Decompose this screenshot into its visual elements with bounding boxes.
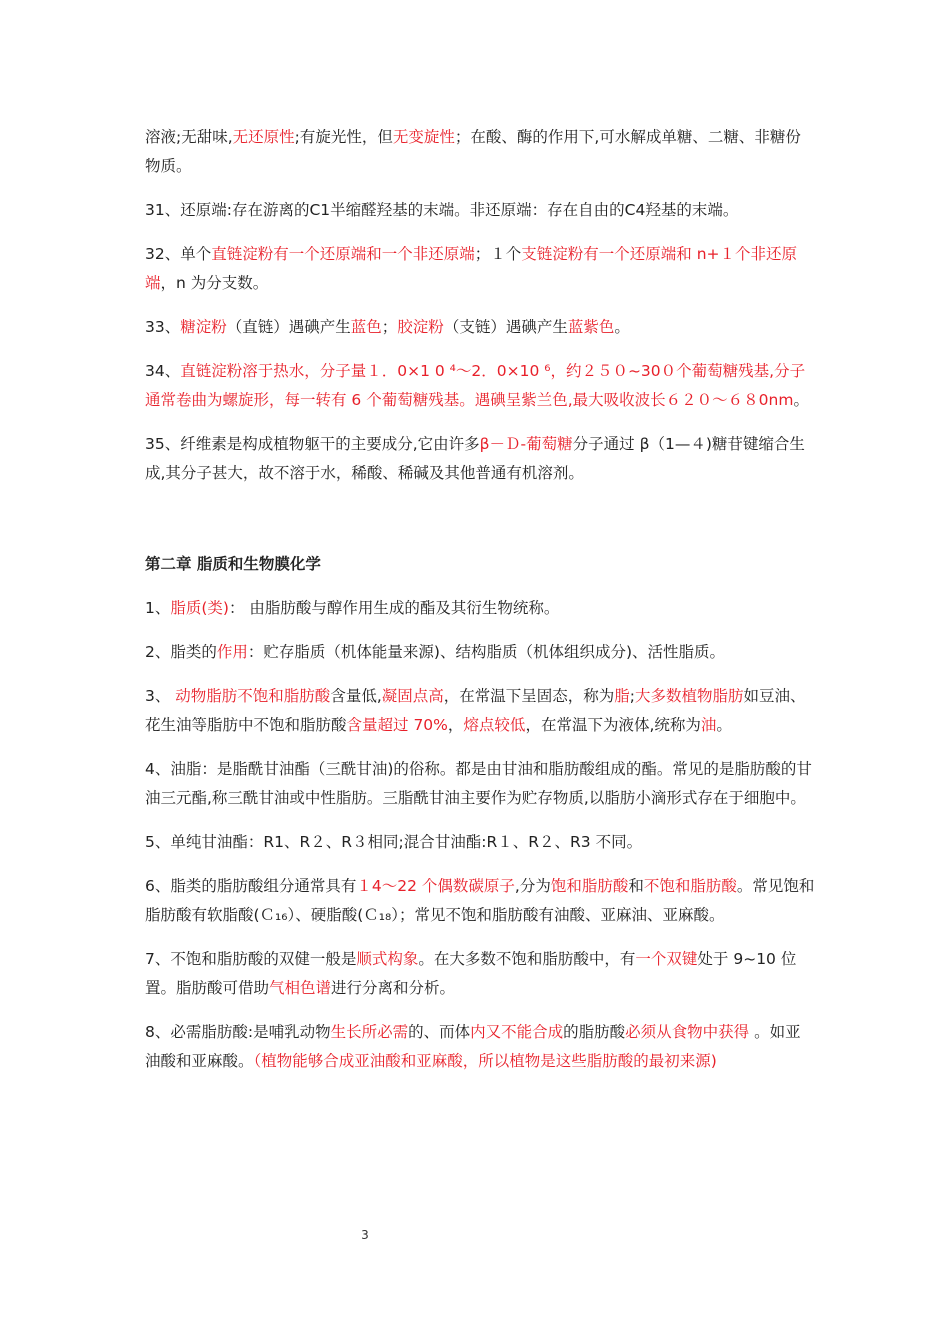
highlighted-text: 凝固点高	[381, 687, 444, 705]
highlighted-text: 动物脂肪不饱和脂肪酸	[175, 687, 331, 705]
text-run: ，n 为分支数。	[160, 274, 269, 292]
text-run: 35、纤维素是构成植物躯干的主要成分,它由许多	[145, 435, 480, 453]
highlighted-text: 直链淀粉有一个还原端和一个非还原端	[211, 245, 475, 263]
text-run: 进行分离和分析。	[331, 979, 456, 997]
text-run: 如豆油、花生油等脂肪中不饱和脂肪酸	[145, 687, 806, 734]
text-run: 1、	[145, 599, 171, 617]
highlighted-text: 顺式构象	[356, 950, 419, 968]
text-run: 31、还原端:存在游离的C1半缩醛羟基的末端。非还原端：存在自由的C4羟基的末端。	[145, 201, 739, 219]
paragraph-c2-1	[145, 594, 815, 623]
paragraph-c2-7	[145, 945, 815, 1003]
text-run: 7、不饱和脂肪酸的双健一般是	[145, 950, 357, 968]
highlighted-text: 支链淀粉有一个还原端和 n+１个非还原端	[145, 245, 798, 292]
highlighted-text: 脂质(类)	[170, 599, 229, 617]
highlighted-text: 不饱和脂肪酸	[643, 877, 737, 895]
text-run: 6、脂类的脂肪酸组分通常具有	[145, 877, 357, 895]
text-run: ；在酸、酶的作用下,可水解成单糖、二糖、非糖份物质。	[145, 128, 801, 175]
paragraph-c2-2	[145, 638, 815, 667]
highlighted-text: 无变旋性	[392, 128, 455, 146]
paragraph-c2-6	[145, 872, 815, 930]
highlighted-text: 内又不能合成	[470, 1023, 564, 1041]
text-run: 。如亚油酸和亚麻酸。	[145, 1023, 801, 1070]
highlighted-text: 一个双键	[635, 950, 698, 968]
highlighted-text: 气相色谱	[269, 979, 332, 997]
highlighted-text: 蓝色	[350, 318, 382, 336]
highlighted-text: 糖淀粉	[180, 318, 227, 336]
highlighted-text: 大多数植物脂肪	[635, 687, 744, 705]
text-run: ： 由脂肪酸与醇作用生成的酯及其衍生物统称。	[228, 599, 560, 617]
paragraph-c2-8	[145, 1018, 815, 1076]
paragraph-p-33	[145, 313, 815, 342]
text-run: （直链）遇碘产生	[226, 318, 351, 336]
text-run: ，在常温下呈固态，称为	[443, 687, 615, 705]
text-run: 3、	[145, 687, 176, 705]
text-run: ;	[629, 687, 636, 705]
text-run: 处于 9~10 位置。脂肪酸可借助	[145, 950, 797, 997]
text-run: ：贮存脂质（机体能量来源)、结构脂质（机体组织成分)、活性脂质。	[247, 643, 725, 661]
text-run: 。常见饱和脂肪酸有软脂酸(Ｃ₁₆）、硬脂酸(Ｃ₁₈）；常见不饱和脂肪酸有油酸、亚麻油、亚麻酸。	[145, 877, 815, 924]
paragraph-p-32	[145, 240, 815, 298]
text-run: 含量低,	[330, 687, 382, 705]
text-run: 溶液;无甜味,	[145, 128, 233, 146]
text-run: 的脂肪酸	[563, 1023, 626, 1041]
text-run: 34、	[145, 362, 181, 380]
text-run: ,分为	[514, 877, 551, 895]
highlighted-text: 蓝紫色	[567, 318, 615, 336]
highlighted-text: 油	[700, 716, 717, 734]
text-run: 8、必需脂肪酸:是哺乳动物	[145, 1023, 331, 1041]
text-run: 。	[716, 716, 732, 734]
paragraph-p-intro	[145, 123, 815, 181]
paragraph-p-31	[145, 196, 815, 225]
text-run: 4、油脂：是脂酰甘油酯（三酰甘油)的俗称。都是由甘油和脂肪酸组成的酯。常见的是脂肪酸的甘油三元酯,称三酰甘油或中性脂肪。三脂酰甘油主要作为贮存物质,以脂肪小滴形式存在于细胞中。	[145, 760, 812, 807]
paragraph-p-34	[145, 357, 815, 415]
text-run: 32、单个	[145, 245, 212, 263]
text-run: 5、单纯甘油酯：R1、R２、R３相同;混合甘油酯:R１、R２、R3 不同。	[145, 833, 643, 851]
text-run: （支链）遇碘产生	[443, 318, 568, 336]
text-run: 。	[793, 391, 809, 409]
text-run: ；１个	[474, 245, 522, 263]
paragraph-c2-5	[145, 828, 815, 857]
highlighted-text: 生长所必需	[330, 1023, 409, 1041]
chapter-heading	[145, 550, 815, 579]
highlighted-text: 熔点较低	[463, 716, 526, 734]
paragraph-p-35	[145, 430, 815, 488]
highlighted-text: β－Ｄ-葡萄糖	[479, 435, 573, 453]
text-run: ;有旋光性，但	[294, 128, 393, 146]
text-run: 和	[628, 877, 644, 895]
text-run: ，在常温下为液体,统称为	[525, 716, 701, 734]
text-run: 分子通过 β（1—４)糖苷键缩合生成,其分子甚大，故不溶于水，稀酸、稀碱及其他普通有机溶剂。	[145, 435, 805, 482]
highlighted-text: 含量超过 70%	[346, 716, 448, 734]
highlighted-text: １4～22 个偶数碳原子	[356, 877, 515, 895]
page-number: 3	[361, 1228, 369, 1242]
highlighted-text: 胶淀粉	[397, 318, 444, 336]
text-run: ；	[381, 318, 398, 336]
paragraph-c2-3	[145, 682, 815, 740]
highlighted-text: 直链淀粉溶于热水，分子量１．0×1 0 ⁴～2．0×10 ⁶，约２５０~30０个葡萄糖残基,分子通常卷曲为螺旋形，每一转有 6 个葡萄糖残基。遇碘呈紫兰色,最大吸收波长６２０～６８0nm	[145, 362, 806, 409]
text-run: 33、	[145, 318, 181, 336]
highlighted-text: 饱和脂肪酸	[550, 877, 629, 895]
paragraph-c2-4	[145, 755, 815, 813]
page-content	[145, 123, 815, 1091]
highlighted-text: 必须从食物中获得	[625, 1023, 750, 1041]
text-run: 2、脂类的	[145, 643, 217, 661]
highlighted-text: 脂	[614, 687, 630, 705]
text-run: 。	[614, 318, 630, 336]
text-run: ，	[447, 716, 464, 734]
text-run: 的、而体	[408, 1023, 471, 1041]
highlighted-text: 无还原性	[232, 128, 295, 146]
highlighted-text: （植物能够合成亚油酸和亚麻酸，所以植物是这些脂肪酸的最初来源)	[253, 1052, 717, 1070]
highlighted-text: 作用	[216, 643, 248, 661]
text-run: 。在大多数不饱和脂肪酸中，有	[418, 950, 636, 968]
text-run: 第二章 脂质和生物膜化学	[145, 555, 321, 573]
